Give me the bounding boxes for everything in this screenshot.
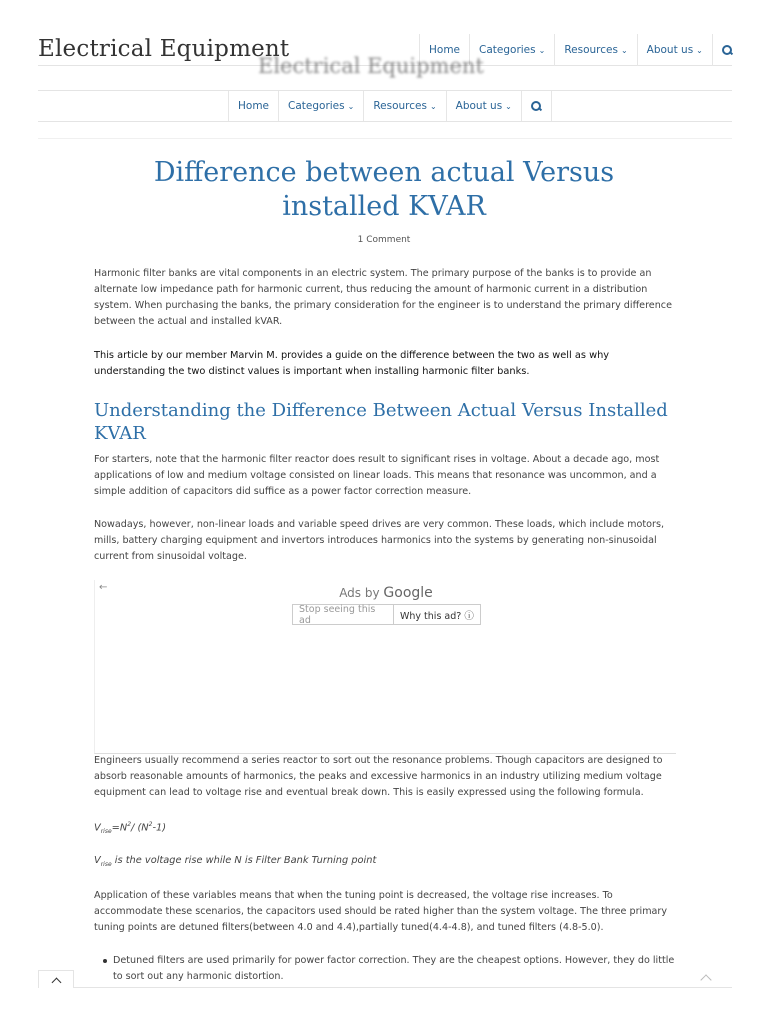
chevron-down-icon: ⌄ [429, 101, 437, 111]
formula-sup: 2 [148, 821, 153, 828]
list-item: Detuned filters are used primarily for power factor correction. They are the cheapest options. However, they do little to sort out any harmonic distortion. [103, 953, 677, 985]
chevron-down-icon: ⌄ [538, 45, 546, 55]
formula-part: is the voltage rise while N is Filter Bank Turning point [111, 855, 377, 866]
ads-by-label: Ads by [339, 586, 380, 600]
article-paragraph: Harmonic filter banks are vital components in an electric system. The primary purpose of the banks is to provide an alternate low impedance path for harmonic current, thus reducing the amount of harmonic current in a distribution system. When purchasing the banks, the primary consideration for the engineer is to understand the primary difference between the actual and installed kVAR. [94, 268, 672, 327]
nav-about[interactable] [637, 34, 712, 66]
google-logo: Google [383, 585, 433, 601]
main-navbar [38, 90, 732, 122]
chevron-down-icon: ⌄ [505, 101, 512, 111]
article-paragraph: This article by our member Marvin M. provides a guide on the difference between the two as well as why understanding the two distinct values is important when installing harmonic filter banks. [94, 350, 610, 377]
nav-categories-label: Categories [288, 100, 345, 112]
chevron-down-icon: ⌄ [696, 45, 703, 55]
formula-part: -1) [152, 822, 167, 834]
section-heading: Understanding the Difference Between Actual Versus Installed KVAR [94, 400, 668, 444]
bottom-bar [38, 970, 732, 988]
nav-about[interactable] [446, 91, 521, 121]
article-paragraph: For starters, note that the harmonic filter reactor does result to significant rises in voltage. About a decade ago, most applications of low and medium voltage consisted on linear loads. This means that resonance was uncommon, and a simple addition of capacitors did suffice as a power factor correction measure. [94, 454, 660, 497]
nav-about-label: About us [646, 44, 694, 56]
nav-search-button[interactable] [521, 91, 552, 121]
article-paragraph: Nowadays, however, non-linear loads and variable speed drives are very common. These loads, which include motors, mills, battery charging equipment and invertors introduces harmonics into the systems by generating non-sinusoidal current from sinusoidal voltage. [94, 519, 665, 562]
site-title[interactable]: Electrical Equipment [38, 36, 290, 62]
ad-feedback-buttons [292, 604, 481, 625]
formula-part: / (N [131, 822, 149, 834]
chevron-up-icon [52, 978, 62, 988]
nav-resources-label: Resources [373, 100, 427, 112]
search-icon [531, 101, 542, 112]
ad-container [94, 580, 676, 754]
formula-sup: 2 [127, 821, 132, 828]
nav-home[interactable] [228, 91, 278, 121]
chevron-down-icon: ⌄ [620, 45, 628, 55]
nav-home-label: Home [238, 100, 270, 112]
nav-categories-label: Categories [479, 44, 536, 56]
comment-count-link[interactable]: 1 Comment [357, 235, 411, 245]
formula-part: =N [111, 822, 128, 834]
search-icon [722, 45, 733, 56]
formula-sub: rise [100, 860, 112, 868]
back-arrow-icon[interactable]: ← [99, 582, 108, 593]
stop-seeing-ad-button[interactable]: Stop seeing this ad [292, 604, 394, 625]
formula [94, 821, 166, 835]
article-title: Difference between actual Versus installed KVAR [153, 157, 615, 222]
why-this-ad-button[interactable]: Why this ad? ⓘ [394, 604, 481, 625]
formula-v: V [94, 855, 101, 866]
nav-categories[interactable] [278, 91, 363, 121]
nav-resources-label: Resources [564, 44, 618, 56]
main-nav [228, 91, 552, 121]
nav-search-button[interactable] [712, 34, 742, 66]
chevron-up-icon[interactable] [700, 974, 711, 985]
formula-explanation [94, 855, 376, 868]
scroll-to-top-button[interactable] [38, 970, 74, 988]
article-paragraph: Application of these variables means that when the tuning point is decreased, the voltage rise increases. To accommodate these scenarios, the capacitors used should be rated higher than the system voltage. The three primary tuning points are detuned filters(between 4.0 and 4.4),partially tuned(4.4-4.8), and tuned filters (4.8-5.0). [94, 890, 668, 933]
formula-sub: rise [100, 828, 112, 836]
nav-about-label: About us [455, 100, 503, 112]
nav-home-label: Home [429, 44, 461, 56]
formula-v: V [94, 822, 101, 834]
ads-by-google [95, 585, 677, 601]
divider [38, 138, 732, 139]
nav-resources[interactable] [363, 91, 445, 121]
chevron-down-icon: ⌄ [347, 101, 355, 111]
nav-resources[interactable] [554, 34, 636, 66]
header-site-title-blurred: Electrical Equipment [258, 54, 484, 78]
article-paragraph: Engineers usually recommend a series reactor to sort out the resonance problems. Though capacitors are designed to absorb reasonable amounts of harmonics, the peaks and excessive harmonics in an industry utilizing medium voltage equipment can lead to voltage rise and eventual break down. This is easily expressed using the following formula. [94, 755, 663, 798]
